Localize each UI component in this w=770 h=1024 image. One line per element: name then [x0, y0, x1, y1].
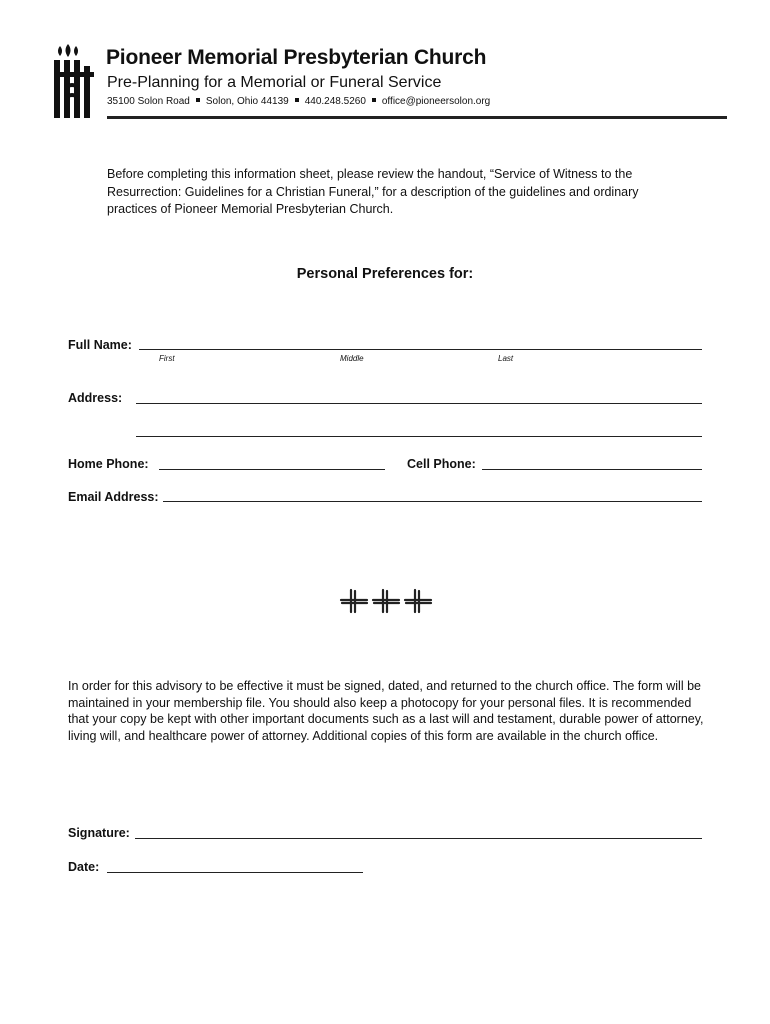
last-name-hint: Last — [498, 354, 514, 363]
home-phone-label: Home Phone: — [68, 457, 149, 471]
middle-name-hint: Middle — [340, 354, 364, 363]
three-crosses-icon — [337, 588, 437, 614]
contact-email: office@pioneersolon.org — [381, 96, 491, 107]
closing-paragraph: In order for this advisory to be effective it must be signed, dated, and returned to the church office. The form will be maintained in your membership file. You should also keep a photocopy for your personal files. It is recommended that your copy be kept with other important documents such as a last will and testament, durable power of attorney, living will, and healthcare power of attorney. Additional copies of this form are available in the church office. — [68, 679, 704, 743]
section-heading: Personal Preferences for: — [296, 266, 474, 282]
cell-phone-label: Cell Phone: — [407, 457, 476, 471]
separator-square — [196, 98, 200, 102]
home-phone-field[interactable] — [159, 469, 385, 470]
full-name-field[interactable] — [139, 349, 702, 350]
contact-address: 35100 Solon Road — [107, 96, 190, 107]
date-label: Date: — [68, 860, 100, 874]
date-field[interactable] — [107, 872, 363, 873]
form-title: Pre-Planning for a Memorial or Funeral Service — [107, 74, 442, 91]
email-field[interactable] — [163, 501, 702, 502]
signature-label: Signature: — [68, 826, 130, 840]
address-line-1-field[interactable] — [136, 403, 702, 404]
separator-square — [295, 98, 299, 102]
full-name-label: Full Name: — [68, 338, 132, 352]
cell-phone-field[interactable] — [482, 469, 702, 470]
church-name: Pioneer Memorial Presbyterian Church — [106, 46, 487, 69]
presbyterian-seal-icon — [52, 44, 96, 120]
church-contact — [107, 96, 490, 107]
signature-field[interactable] — [135, 838, 702, 839]
intro-paragraph: Before completing this information sheet, please review the handout, “Service of Witness to the Resurrection: Guidelines for a Christian Funeral,” for a description of the guidelines and ordinary practices of Pioneer Memorial Presbyterian Church. — [107, 167, 639, 216]
address-line-2-field[interactable] — [136, 436, 702, 437]
separator-square — [372, 98, 376, 102]
email-label: Email Address: — [68, 490, 159, 504]
header-rule — [107, 116, 727, 119]
contact-city: Solon, Ohio 44139 — [205, 96, 289, 107]
first-name-hint: First — [159, 354, 175, 363]
address-label: Address: — [68, 391, 123, 405]
contact-phone: 440.248.5260 — [304, 96, 366, 107]
